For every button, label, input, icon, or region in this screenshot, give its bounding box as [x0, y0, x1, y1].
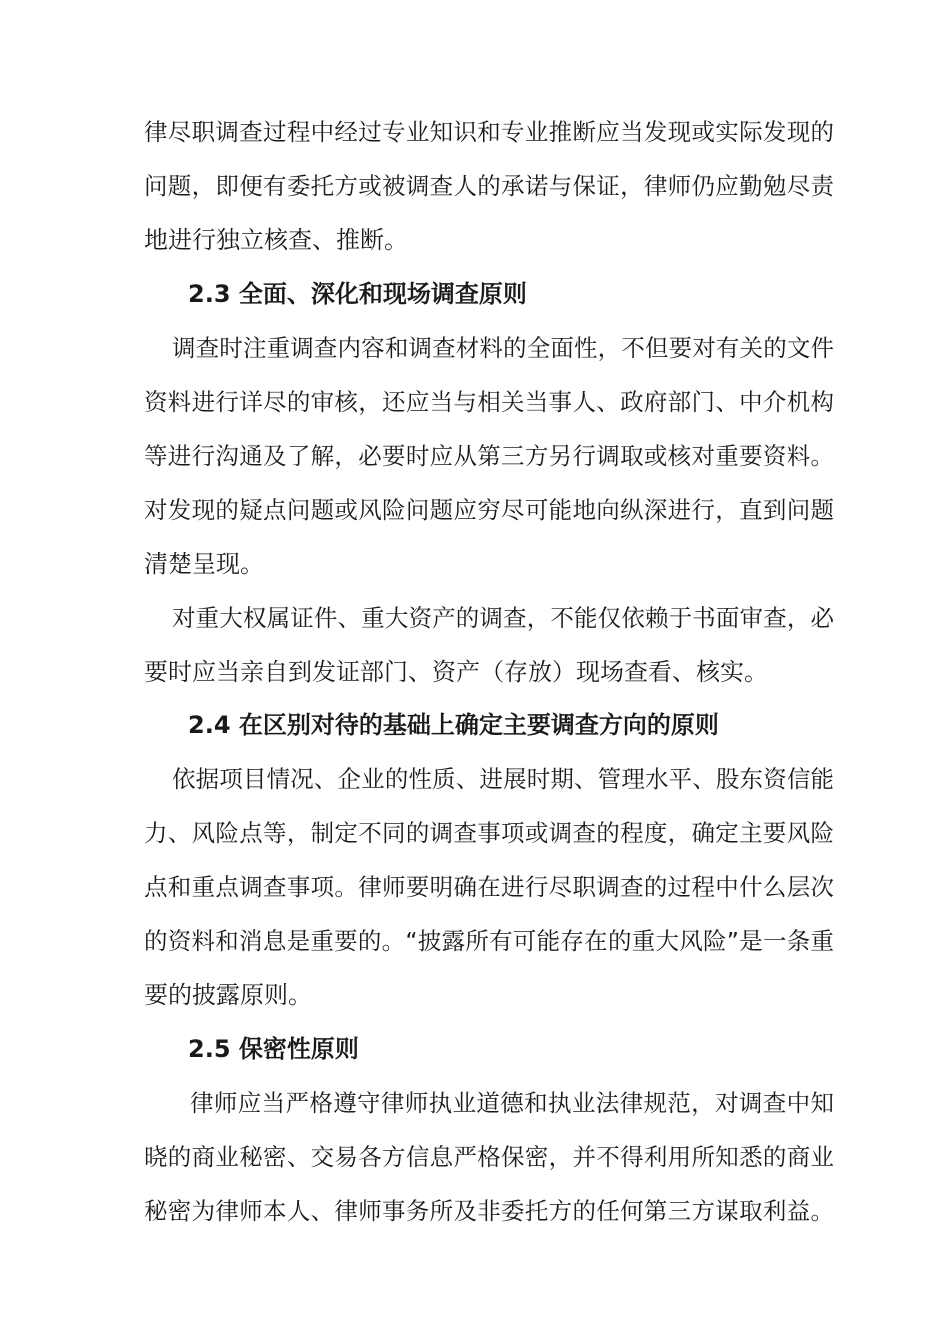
paragraph-line: 的资料和消息是重要的。“披露所有可能存在的重大风险”是一条重	[144, 927, 834, 955]
paragraph-line: 调查时注重调查内容和调查材料的全面性，不但要对有关的文件	[172, 334, 834, 362]
paragraph-line: 要时应当亲自到发证部门、资产（存放）现场查看、核实。	[144, 658, 768, 686]
paragraph-line: 对重大权属证件、重大资产的调查，不能仅依赖于书面审查，必	[172, 604, 834, 632]
paragraph-line: 清楚呈现。	[144, 550, 264, 578]
paragraph-line: 等进行沟通及了解，必要时应从第三方另行调取或核对重要资料。	[144, 442, 834, 470]
paragraph-line: 律师应当严格遵守律师执业道德和执业法律规范，对调查中知	[190, 1089, 834, 1117]
paragraph-line: 依据项目情况、企业的性质、进展时期、管理水平、股东资信能	[172, 765, 834, 793]
paragraph-line: 点和重点调查事项。律师要明确在进行尽职调查的过程中什么层次	[144, 873, 834, 901]
paragraph-line: 晓的商业秘密、交易各方信息严格保密，并不得利用所知悉的商业	[144, 1143, 834, 1171]
paragraph-line: 律尽职调查过程中经过专业知识和专业推断应当发现或实际发现的	[144, 118, 834, 146]
paragraph-line: 要的披露原则。	[144, 981, 312, 1009]
section-heading-2-3: 2.3 全面、深化和现场调查原则	[188, 280, 527, 308]
paragraph-line: 秘密为律师本人、律师事务所及非委托方的任何第三方谋取利益。	[144, 1197, 834, 1225]
paragraph-line: 力、风险点等，制定不同的调查事项或调查的程度，确定主要风险	[144, 819, 834, 847]
paragraph-line: 对发现的疑点问题或风险问题应穷尽可能地向纵深进行，直到问题	[144, 496, 834, 524]
section-heading-2-4: 2.4 在区别对待的基础上确定主要调查方向的原则	[188, 711, 719, 739]
paragraph-line: 资料进行详尽的审核，还应当与相关当事人、政府部门、中介机构	[144, 388, 834, 416]
paragraph-line: 问题，即便有委托方或被调查人的承诺与保证，律师仍应勤勉尽责	[144, 172, 834, 200]
paragraph-line: 地进行独立核查、推断。	[144, 226, 408, 254]
section-heading-2-5: 2.5 保密性原则	[188, 1035, 359, 1063]
